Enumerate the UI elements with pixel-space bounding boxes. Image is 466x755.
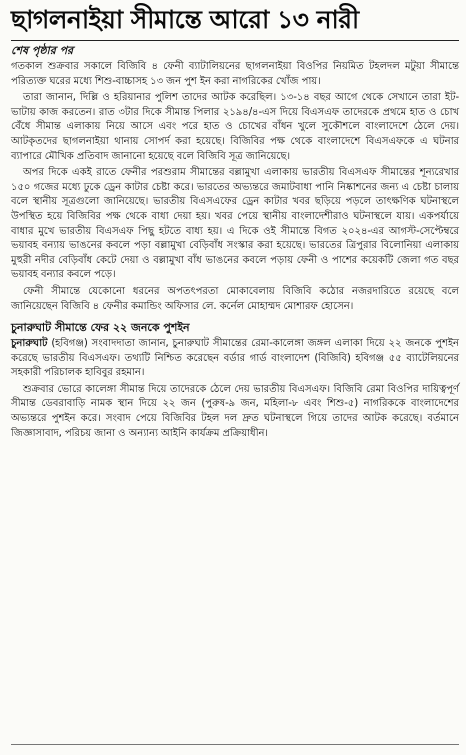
sub-paragraph-1-text: (হবিগঞ্জ) সংবাদদাতা জানান, চুনারুঘাট সীমান্তের রেমা-কালেঙ্গা জঙ্গল এলাকা দিয়ে ২২ জনকে পুশইন করেছে ভারতীয় বিএসএফ। তথ্যটি নিশ্চিত করেছেন বর্ডার গার্ড বাংলাদেশ (বিজিবি) হবিগঞ্জ ৫৫ ব্যাটেলিয়নের সহকারী পরিচালক হাবিবুর রহমান। <box>11 338 459 379</box>
sub-paragraph-2: শুক্রবার ভোরে কালেঙ্গা সীমান্ত দিয়ে তাদেরকে ঠেলে দেয় ভারতীয় বিএসএফ। বিজিবি রেমা বিওপির দায়িত্বপূর্ণ সীমান্ত ডেবরাবাড়ি নামক স্থান দিয়ে ২২ জন (পুরুষ-৯ জন, মহিলা-৮ এবং শিশু-৫) নাগরিককে বাংলাদেশের অভ্যন্তরে পুশইন করে। সংবাদ পেয়ে বিজিবির টহল দল দ্রুত ঘটনাস্থলে গিয়ে তাদের আটক করেছে। বর্তমানে জিজ্ঞাসাবাদ, পরিচয় জানা ও অন্যান্য আইনি কার্যক্রম প্রক্রিয়াধীন। <box>11 383 459 439</box>
body-paragraph-4: ফেনী সীমান্তে যেকোনো ধরনের অপতৎপরতা মোকাবেলায় বিজিবি কঠোর নজরদারিতে রয়েছে বলে জানিয়েছেন বিজিবি ৪ ফেনীর কমান্ডিং অফিসার লে. কর্নেল মোহাম্মদ মোশারফ হোসেন। <box>11 285 459 312</box>
body-paragraph-2: তারা জানান, দিল্লি ও হরিয়ানার পুলিশ তাদের আটক করেছিল। ১৩-১৪ বছর আগে থেকে সেখানে তারা ইট-ভাটায় কাজ করতেন। রাত ৩টার দিকে সীমান্ত পিলার ২১৯৪/৪-এস দিয়ে বিএসএফ তাদেরকে প্রথমে হাত ও চোখ বেঁধে সীমান্ত এলাকায় নিয়ে আসে এবং পরে হাত ও চোখের বাঁধন খুলে সুকৌশলে বাংলাদেশে ঠেলে দেয়। আটকৃতদের ছাগলনাইয়া থানায় সোপর্দ করা হয়েছে। বিজিবির পক্ষ থেকে বাংলাদেশে বিএসএফকে এ ঘটনার ব্যাপারে মৌখিক প্রতিবাদ জানানো হয়েছে বলে বিজিবি সূত্র জানিয়েছে। <box>11 92 459 162</box>
dateline: চুনারুঘাট <box>11 338 48 350</box>
sub-paragraph-1 <box>11 337 459 381</box>
headline-rule <box>11 40 459 41</box>
headline: ছাগলনাইয়া সীমান্তে আরো ১৩ নারী <box>11 5 359 34</box>
next-article-fragment <box>11 744 459 755</box>
body-paragraph-1: গতকাল শুক্রবার সকালে বিজিবি ৪ ফেনী ব্যাটালিয়নের ছাগলনাইয়া বিওপির নিয়মিত টহলদল মটুয়া সীমান্তে পরিত্যক্ত ঘরের মধ্যে শিশু-বাচ্চাসহ ১৩ জন পুশ ইন করা নাগরিকের খোঁজ পায়। <box>11 61 459 87</box>
continued-from-label: শেষ পৃষ্ঠার পর <box>11 44 74 57</box>
body-paragraph-3: অপর দিকে একই রাতে ফেনীর পরশুরাম সীমান্তের বল্লামুখা এলাকায় ভারতীয় বিএসএফ সীমান্তের শূন্যরেখার ১৫০ গজের মধ্যে ঢুকে ড্রেন কাটার চেষ্টা করে। ভারতের অভ্যন্তরে জমাটবাধা পানি নিষ্কাশনের জন্য এ চেষ্টা চালায় বলে স্থানীয় সূত্রগুলো জানিয়েছে। ভারতীয় বিএসএফের ড্রেন কাটার খবর ছড়িয়ে পড়লে তাৎক্ষণিক ঘটনাস্থলে উপস্থিত হয়ে বিজিবির পক্ষ থেকে বাধা দেয়া হয়। খবর পেয়ে স্থানীয় বাংলাদেশীরাও ঘটনাস্থলে যায়। একপর্যায়ে বাধার মুখে ভারতীয় বিএসএফ পিছু হটতে বাধ্য হয়। এ দিকে ওই সীমান্তে বিগত ২০২৪-এর আগস্ট-সেপ্টেম্বরে ভয়াবহ বন্যায় ভাঙনের কবলে পড়া বল্লামুখা বেড়িবাঁধ সংস্কার করা হয়েছে। ভারতের ত্রিপুরার বিলোনিয়া এলাকায় মুহুরী নদীর বেড়িবাঁধ কেটে দেয়া ও বল্লামুখা বাঁধ ভাঙনের কবলে পড়ায় ফেনী ও পাশের কয়েকটি জেলা গত বছর ভয়াবহ বন্যার কবলে পড়ে। <box>11 167 459 281</box>
subheading: চুনারুঘাট সীমান্তে ফের ২২ জনকে পুশইন <box>11 321 190 335</box>
